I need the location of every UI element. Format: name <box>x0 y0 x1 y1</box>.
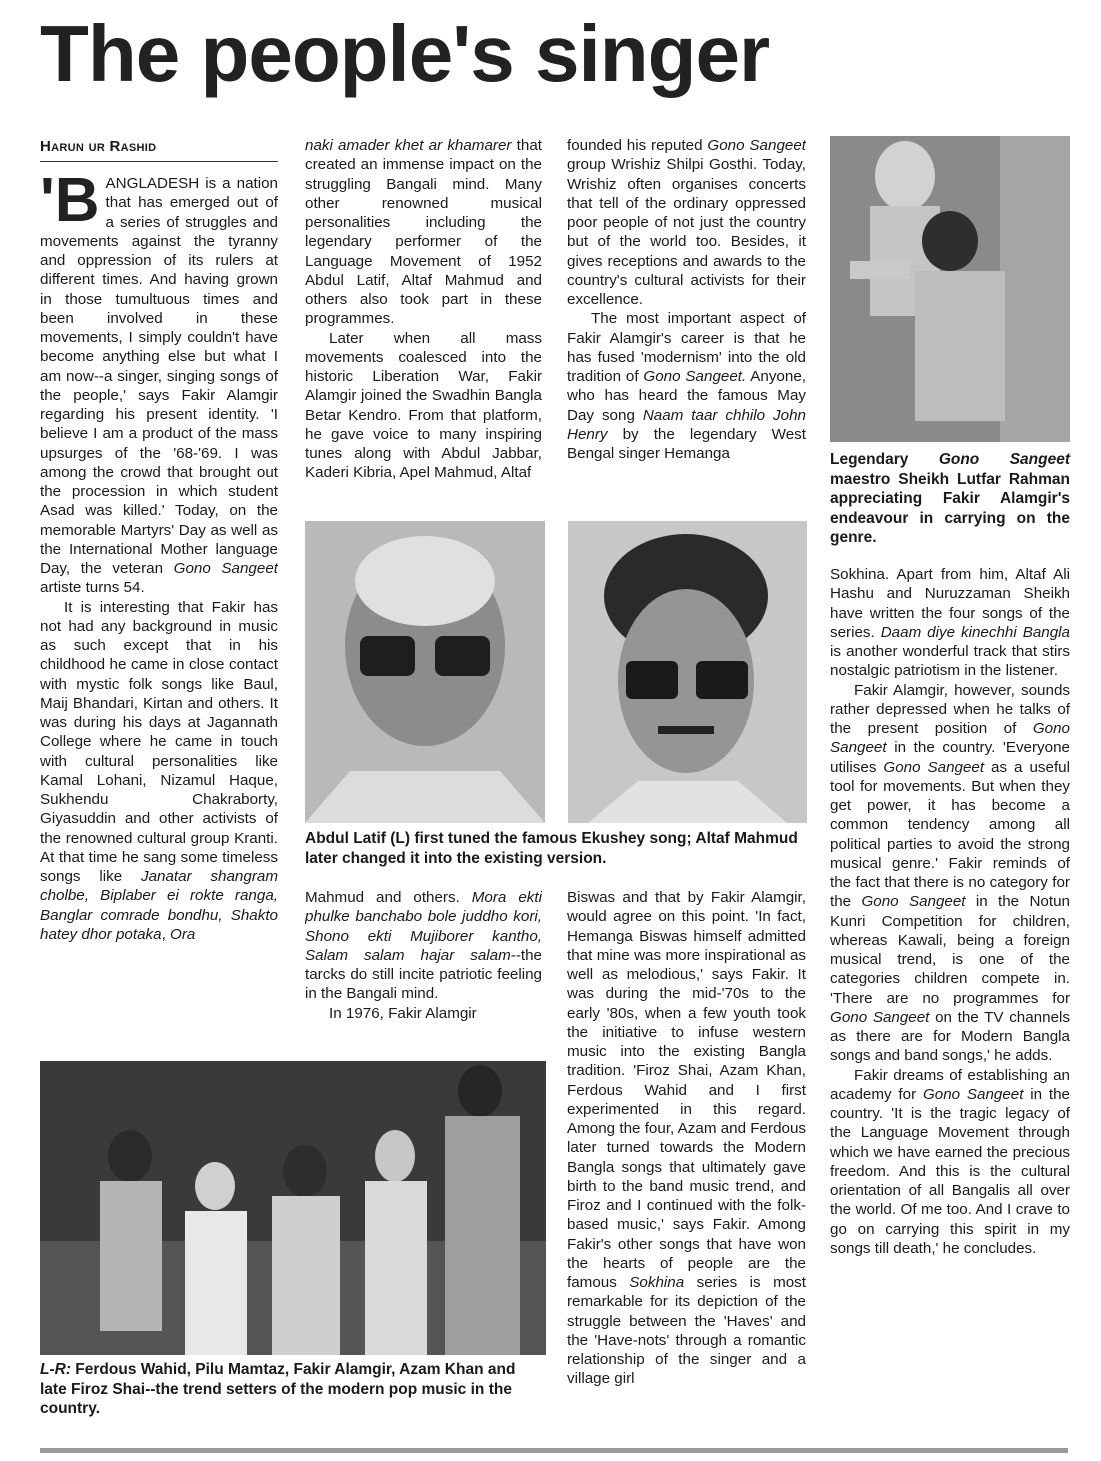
bottom-rule <box>40 1448 1068 1453</box>
photo-group-image <box>40 1061 546 1355</box>
photo-abdul-latif-image <box>305 521 545 823</box>
col2-paragraph-1: naki amader khet ar khamarer that created an immense impact on the struggling Bangali mind. Many other renowned musical personalities including the legendary performer of the Language Movement of 1952 Abdul Latif, Altaf Mahmud and others also took part in these programmes. <box>305 137 542 328</box>
caption-group: L-R: Ferdous Wahid, Pilu Mamtaz, Fakir Alamgir, Azam Khan and late Firoz Shai--the trend setters of the modern pop music in the country. <box>40 1361 516 1417</box>
col2b-paragraph-2: In 1976, Fakir Alamgir <box>329 1004 477 1022</box>
column-3-top <box>567 136 806 501</box>
column-3-bottom <box>567 888 806 1440</box>
col3b-paragraph-1: Biswas and that by Fakir Alamgir, would agree on this point. 'In fact, Hemanga Biswas himself admitted that mine was more inspirational as well as melodious,' says Fakir. It was during the mid-'70s to the early '80s, when a few youth took the initiative to infuse western music into the existing Bangla tradition. 'Firoz Shai, Azam Khan, Ferdous Wahid and I first experimented in this regard. Among the four, Azam and Ferdous later turned towards the Modern Bangla songs that ultimately gave birth to the band music trend, and Firoz and I continued with the folk-based music,' says Fakir. Among Fakir's other songs that have won the hearts of people are the famous Sokhina series is most remarkable for its depiction of the struggle between the 'Haves' and the 'Have-nots' through a romantic relationship of the singer and a village girl <box>567 889 806 1388</box>
column-2-bottom <box>305 888 542 1052</box>
photo-group <box>40 1061 546 1355</box>
caption-top-right: Legendary Gono Sangeet maestro Sheikh Lutfar Rahman appreciating Fakir Alamgir's endeavour in carrying on the genre. <box>830 451 1070 546</box>
column-2-top <box>305 136 542 501</box>
col3-paragraph-1: founded his reputed Gono Sangeet group Wrishiz Shilpi Gosthi. Today, Wrishiz often organises concerts that tell of the ordinary oppressed poor people of not just the country but of the world too. Besides, it gives receptions and awards to the country's cultural activists for their excellence. <box>567 137 806 308</box>
col2b-paragraph-1: Mahmud and others. Mora ekti phulke banchabo bole juddho kori, Shono ekti Mujiborer kantho, Salam salam hajar salam--the tarcks do still incite patriotic feeling in the Bangali mind. <box>305 889 542 1003</box>
photo-altaf-mahmud-image <box>568 521 807 823</box>
col1-paragraph-2: It is interesting that Fakir has not had any background in music as such except that in his childhood he came in close contact with mystic folk songs like Baul, Maij Bhandari, Kirtan and others. It was during his days at Jagannath College where he came in touch with cultural personalities like Kamal Lohani, Nizamul Haque, Sukhendu Chakraborty, Giyasuddin and other activists of the renowned cultural group Kranti. At that time he sang some timeless songs like Janatar shangram cholbe, Biplaber ei rokte ranga, Banglar comrade bondhu, Shakto hatey dhor potaka, Ora <box>40 598 278 943</box>
photo-lutfar-rahman-image <box>830 136 1070 442</box>
headline: The people's singer <box>40 9 770 98</box>
column-1 <box>40 174 278 1046</box>
col4-paragraph-3: Fakir dreams of establishing an academy for Gono Sangeet in the country. 'It is the tragic legacy of the Language Movement through which we have earned the precious freedom. And this is the cultural orientation of all Bangalis all over the world. Of me too. And I crave to go on carrying this spirit in my songs till death,' he concludes. <box>830 1066 1070 1257</box>
col4-paragraph-1: Sokhina. Apart from him, Altaf Ali Hashu and Nuruzzaman Sheikh have written the four songs of the series. Daam diye kinechhi Bangla is another wonderful track that stirs nostalgic patriotism in the listener. <box>830 566 1070 680</box>
column-4 <box>830 565 1070 1370</box>
byline: Harun ur Rashid <box>40 138 278 162</box>
col3-paragraph-2: The most important aspect of Fakir Alamgir's career is that he has fused 'modernism' into the old tradition of Gono Sangeet. Anyone, who has heard the famous May Day song Naam taar chhilo John Henry by the legendary West Bengal singer Hemanga <box>567 310 806 462</box>
col4-paragraph-2: Fakir Alamgir, however, sounds rather depressed when he talks of the present position of Gono Sangeet in the country. 'Everyone utilises Gono Sangeet as a useful tool for movements. But when they get power, it has become a common tendency among all political parties to avoid the strong musical genre.' Fakir reminds of the fact that there is no category for the Gono Sangeet in the Notun Kunri Competition for children, whereas Kawali, being a foreign musical trend, is one of the categories children compete in. 'There are no programmes for Gono Sangeet on the TV channels as there are for Modern Bangla songs and band songs,' he adds. <box>830 681 1070 1065</box>
photo-altaf-mahmud <box>568 521 807 823</box>
photo-abdul-latif <box>305 521 545 823</box>
col2-paragraph-2: Later when all mass movements coalesced into the historic Liberation War, Fakir Alamgir joined the Swadhin Bangla Betar Kendro. From that platform, he gave voice to many inspiring tunes along with Abdul Jabbar, Kaderi Kibria, Apel Mahmud, Altaf <box>305 329 542 482</box>
photo-lutfar-rahman <box>830 136 1070 442</box>
caption-portraits: Abdul Latif (L) first tuned the famous Ekushey song; Altaf Mahmud later changed it into the existing version. <box>305 830 798 867</box>
dropcap: 'B <box>40 174 100 235</box>
col1-paragraph-1: 'BANGLADESH is a nation that has emerged out of a series of struggles and movements against the tyranny and oppression of its rulers at different times. And having grown in those tumultuous times and been involved in these movements, I simply couldn't have become anything else but what I am now--a singer, singing songs of the people,' says Fakir Alamgir regarding his present identity. 'I believe I am a product of the mass upsurges of the '68-'69. I was among the crowd that brought out the procession in which student Asad was killed.' Today, on the memorable Martyrs' Day as well as the International Mother language Day, the veteran Gono Sangeet artiste turns 54. <box>40 174 278 597</box>
